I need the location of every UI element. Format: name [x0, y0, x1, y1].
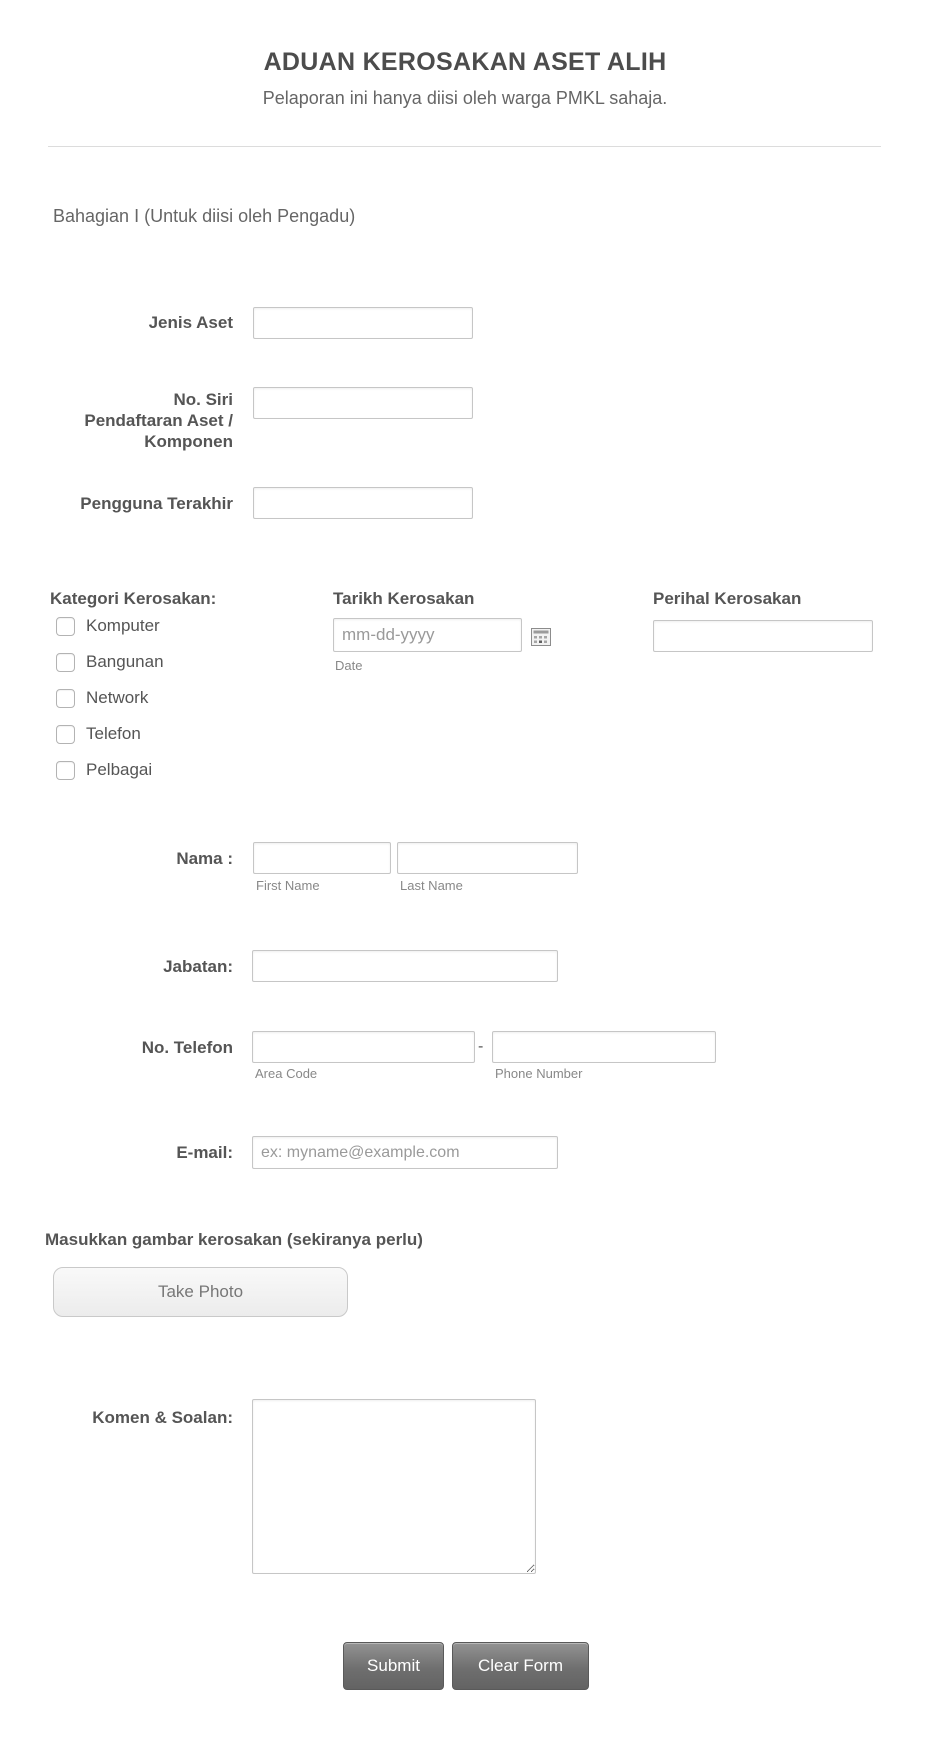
page-title: ADUAN KEROSAKAN ASET ALIH — [263, 48, 667, 76]
date-sublabel: Date — [335, 658, 363, 673]
date-picker-button[interactable] — [531, 628, 551, 646]
perihal-kerosakan-label: Perihal Kerosakan — [653, 589, 802, 608]
komputer-checkbox-label: Komputer — [86, 616, 160, 635]
jabatan-input[interactable] — [252, 950, 558, 982]
first-name-input[interactable] — [253, 842, 391, 874]
section-heading: Bahagian I (Untuk diisi oleh Pengadu) — [53, 206, 356, 226]
tarikh-kerosakan-label: Tarikh Kerosakan — [333, 589, 475, 608]
submit-button[interactable]: Submit — [343, 1642, 444, 1690]
telefon-checkbox-label: Telefon — [86, 724, 141, 743]
checkbox-item-pelbagai[interactable] — [56, 760, 164, 780]
email-input[interactable] — [252, 1136, 558, 1169]
phone-separator: - — [478, 1038, 484, 1055]
bangunan-checkbox[interactable] — [56, 653, 75, 672]
network-checkbox[interactable] — [56, 689, 75, 708]
no-telefon-label: No. Telefon — [141, 1038, 233, 1057]
komen-label: Komen & Soalan: — [92, 1408, 233, 1427]
pelbagai-checkbox-label: Pelbagai — [86, 760, 153, 779]
komen-textarea[interactable] — [252, 1399, 536, 1574]
page-subtitle: Pelaporan ini hanya diisi oleh warga PMKL sahaja. — [262, 88, 668, 108]
nama-label: Nama : — [176, 849, 233, 868]
jenis-aset-label: Jenis Aset — [148, 313, 233, 332]
last-name-input[interactable] — [397, 842, 578, 874]
pelbagai-checkbox[interactable] — [56, 761, 75, 780]
kategori-kerosakan-label: Kategori Kerosakan: — [50, 589, 217, 608]
checkbox-item-telefon[interactable] — [56, 724, 164, 744]
jenis-aset-input[interactable] — [253, 307, 473, 339]
first-name-sublabel: First Name — [256, 878, 320, 893]
pengguna-terakhir-input[interactable] — [253, 487, 473, 519]
pengguna-terakhir-label: Pengguna Terakhir — [80, 494, 233, 513]
checkbox-item-bangunan[interactable] — [56, 652, 164, 672]
perihal-kerosakan-input[interactable] — [653, 620, 873, 652]
network-checkbox-label: Network — [86, 688, 149, 707]
no-siri-input[interactable] — [253, 387, 473, 419]
take-photo-button[interactable]: Take Photo — [53, 1267, 348, 1317]
header-divider — [48, 146, 881, 147]
phone-number-sublabel: Phone Number — [495, 1066, 583, 1081]
gambar-heading: Masukkan gambar kerosakan (sekiranya perlu) — [45, 1230, 423, 1249]
clear-form-button[interactable]: Clear Form — [452, 1642, 589, 1690]
last-name-sublabel: Last Name — [400, 878, 463, 893]
area-code-input[interactable] — [252, 1031, 475, 1063]
komputer-checkbox[interactable] — [56, 617, 75, 636]
telefon-checkbox[interactable] — [56, 725, 75, 744]
no-siri-label: No. Siri Pendaftaran Aset / Komponen — [84, 390, 233, 451]
jabatan-label: Jabatan: — [163, 957, 233, 976]
area-code-sublabel: Area Code — [255, 1066, 318, 1081]
calendar-icon — [531, 628, 551, 646]
email-label: E-mail: — [176, 1143, 233, 1162]
phone-number-input[interactable] — [492, 1031, 716, 1063]
tarikh-kerosakan-input[interactable] — [333, 618, 522, 652]
bangunan-checkbox-label: Bangunan — [86, 652, 164, 671]
checkbox-item-network[interactable] — [56, 688, 164, 708]
checkbox-item-komputer[interactable] — [56, 616, 164, 636]
kategori-checkbox-list — [56, 616, 164, 780]
